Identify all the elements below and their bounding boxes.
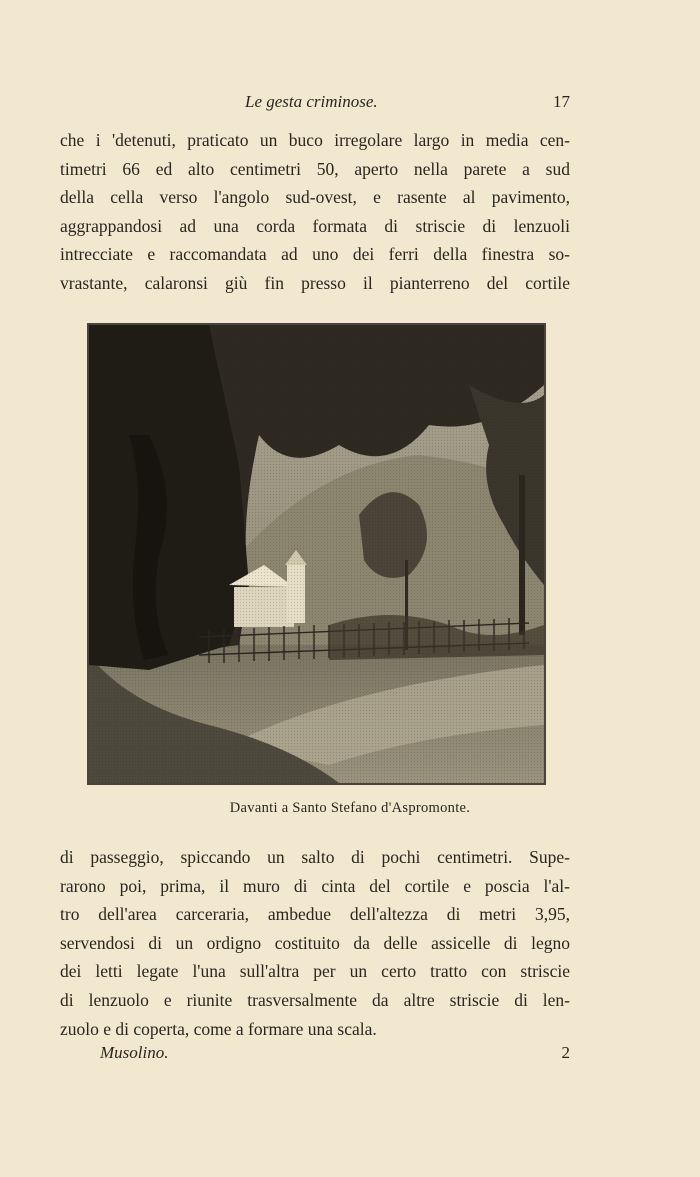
figure-caption: Davanti a Santo Stefano d'Aspromonte. [229,800,471,816]
text-line: di passeggio, spiccando un salto di pochi centimetri. Supe- [60,847,570,867]
running-title: Le gesta criminose. [245,92,378,111]
page-number: 17 [553,92,570,111]
text-line: della cella verso l'angolo sud-ovest, e rasente al pavimento, [60,187,570,208]
text-line: zuolo e di coperta, come a formare una scala. [60,1018,377,1039]
text-line: vrastante, calaronsi giù fin presso il pianterreno del cortile [60,272,570,293]
signature-mark: Musolino. [100,1043,169,1062]
halftone-photograph [87,323,546,785]
text-line: che i 'detenuti, praticato un buco irregolare largo in media cen- [60,130,570,150]
sheet-number: 2 [561,1043,570,1062]
text-line: rarono poi, prima, il muro di cinta del cortile e poscia l'al- [60,875,570,896]
text-line: di lenzuolo e riunite trasversalmente da altre striscie di len- [60,989,570,1010]
text-line: intrecciate e raccomandata ad uno dei ferri della finestra so- [60,244,570,265]
text-line: aggrappandosi ad una corda formata di striscie di lenzuoli [60,215,570,236]
text-line: tro dell'area carceraria, ambedue dell'altezza di metri 3,95, [60,904,570,925]
paragraph-1 [60,126,570,298]
text-line: timetri 66 ed alto centimetri 50, aperto nella parete a sud [60,158,570,179]
text-line: servendosi di un ordigno costituito da delle assicelle di legno [60,932,570,953]
landscape-illustration [89,325,544,783]
paragraph-2 [60,843,570,1043]
page-header [60,92,570,116]
text-line: dei letti legate l'una sull'altra per un certo tratto con striscie [60,961,570,982]
page-footer [60,1043,570,1067]
